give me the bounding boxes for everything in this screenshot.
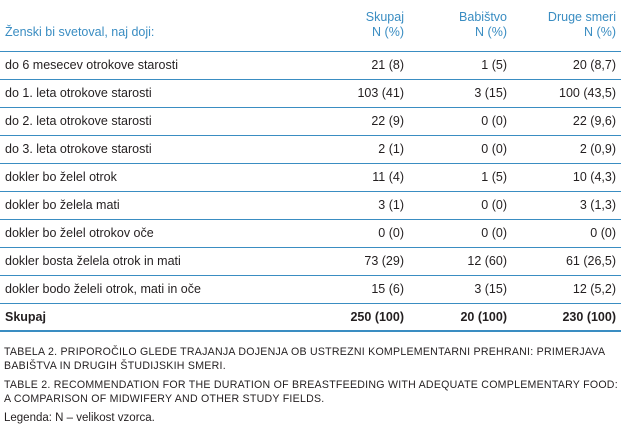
cell-babistvo: 0 (0)	[409, 219, 512, 247]
header-babistvo	[409, 0, 512, 51]
header-col-name: Druge smeri	[547, 10, 616, 25]
row-label: do 3. leta otrokove starosti	[0, 135, 298, 163]
total-row	[0, 303, 621, 331]
cell-babistvo: 1 (5)	[409, 51, 512, 79]
cell-skupaj: 2 (1)	[298, 135, 409, 163]
row-label: dokler bodo želeli otrok, mati in oče	[0, 275, 298, 303]
header-col-name: Skupaj	[365, 10, 404, 25]
header-col-unit: N (%)	[475, 25, 507, 40]
cell-druge-smeri: 12 (5,2)	[512, 275, 621, 303]
total-babistvo: 20 (100)	[409, 303, 512, 331]
cell-druge-smeri: 0 (0)	[512, 219, 621, 247]
table-body	[0, 51, 621, 331]
cell-babistvo: 1 (5)	[409, 163, 512, 191]
cell-druge-smeri: 3 (1,3)	[512, 191, 621, 219]
row-label: do 6 mesecev otrokove starosti	[0, 51, 298, 79]
row-label: do 2. leta otrokove starosti	[0, 107, 298, 135]
header-label: Ženski bi svetoval, naj doji:	[0, 0, 298, 51]
cell-skupaj: 22 (9)	[298, 107, 409, 135]
header-col-name: Babištvo	[459, 10, 507, 25]
table-row	[0, 247, 621, 275]
row-label: dokler bo želela mati	[0, 191, 298, 219]
cell-skupaj: 0 (0)	[298, 219, 409, 247]
cell-druge-smeri: 100 (43,5)	[512, 79, 621, 107]
cell-druge-smeri: 2 (0,9)	[512, 135, 621, 163]
row-label: dokler bo želel otrokov oče	[0, 219, 298, 247]
cell-skupaj: 15 (6)	[298, 275, 409, 303]
cell-druge-smeri: 20 (8,7)	[512, 51, 621, 79]
table-row	[0, 275, 621, 303]
header-col-unit: N (%)	[372, 25, 404, 40]
table-row	[0, 135, 621, 163]
cell-babistvo: 0 (0)	[409, 107, 512, 135]
cell-skupaj: 73 (29)	[298, 247, 409, 275]
cell-babistvo: 3 (15)	[409, 275, 512, 303]
table-row	[0, 191, 621, 219]
cell-babistvo: 3 (15)	[409, 79, 512, 107]
table-legend: Legenda: N – velikost vzorca.	[4, 412, 155, 424]
total-druge-smeri: 230 (100)	[512, 303, 621, 331]
table-caption-english: TABLE 2. RECOMMENDATION FOR THE DURATION OF BREASTFEEDING WITH ADEQUATE COMPLEMENTARY FOOD: A COMPARISON OF MIDWIFERY AND OTHER STUDY FIELDS.	[4, 379, 618, 405]
cell-babistvo: 12 (60)	[409, 247, 512, 275]
header-col-unit: N (%)	[584, 25, 616, 40]
header-druge-smeri	[512, 0, 621, 51]
cell-babistvo: 0 (0)	[409, 135, 512, 163]
table-row	[0, 163, 621, 191]
table-row	[0, 219, 621, 247]
cell-skupaj: 3 (1)	[298, 191, 409, 219]
table-header	[0, 0, 621, 51]
row-label: dokler bo želel otrok	[0, 163, 298, 191]
cell-druge-smeri: 22 (9,6)	[512, 107, 621, 135]
row-label: do 1. leta otrokove starosti	[0, 79, 298, 107]
total-label: Skupaj	[0, 303, 298, 331]
table-caption-slovenian: TABELA 2. PRIPOROČILO GLEDE TRAJANJA DOJENJA OB USTREZNI KOMPLEMENTARNI PREHRANI: PRIMERJAVA BABIŠTVA IN DRUGIH ŠTUDIJSKIH SMERI.	[4, 346, 605, 372]
cell-druge-smeri: 61 (26,5)	[512, 247, 621, 275]
table-row	[0, 51, 621, 79]
header-skupaj	[298, 0, 409, 51]
cell-druge-smeri: 10 (4,3)	[512, 163, 621, 191]
cell-skupaj: 11 (4)	[298, 163, 409, 191]
cell-skupaj: 21 (8)	[298, 51, 409, 79]
row-label: dokler bosta želela otrok in mati	[0, 247, 298, 275]
cell-skupaj: 103 (41)	[298, 79, 409, 107]
total-skupaj: 250 (100)	[298, 303, 409, 331]
cell-babistvo: 0 (0)	[409, 191, 512, 219]
table-row	[0, 107, 621, 135]
table-row	[0, 79, 621, 107]
